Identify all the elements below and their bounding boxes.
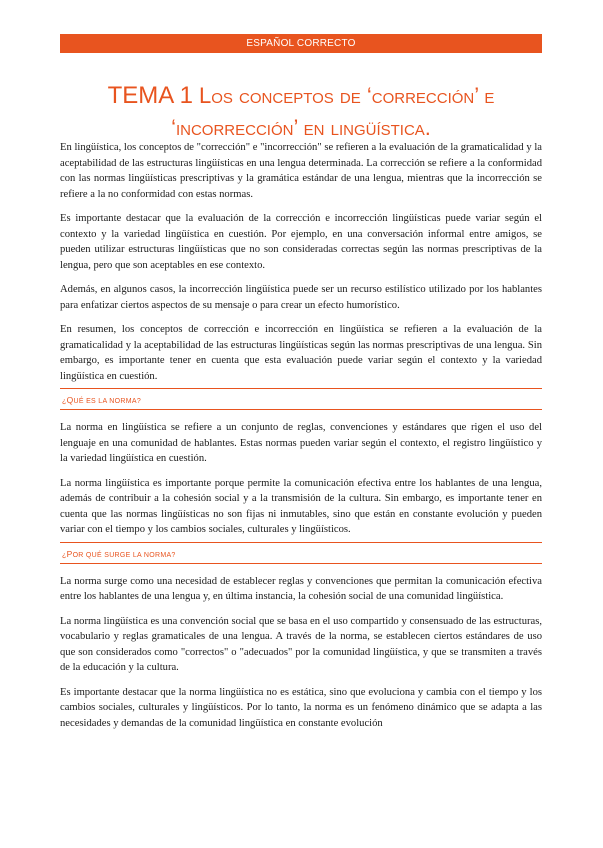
document-body <box>60 140 542 740</box>
intro-paragraph-4: En resumen, los conceptos de corrección e incorrección en lingüística se refieren a la evaluación de la gramaticalidad y la aceptabilidad de las estructuras lingüísticas según las normas prescriptivas de una lengua. Sin embargo, es importante tener en cuenta que esta evaluación puede variar según el contexto y la variedad lingüística en cuestión. <box>60 324 542 382</box>
section2-paragraph-3: Es importante destacar que la norma lingüística no es estática, sino que evoluciona y cambia con el tiempo y los cambios sociales, culturales y lingüísticos. Por lo tanto, la norma es un fenómeno dinámico que se adapta a las necesidades y demandas de la comunidad lingüística en constante evolución <box>60 686 542 729</box>
title-line2: ‘incorrección’ en lingüística. <box>171 115 431 140</box>
section2-paragraph-1: La norma surge como una necesidad de establecer reglas y convenciones que permitan la comunicación efectiva entre los hablantes de una lengua y, en última instancia, la cohesión social de una comunidad lingüística. <box>60 575 542 602</box>
title-line1: Los conceptos de ‘corrección’ e <box>192 83 495 108</box>
section2-paragraph-2: La norma lingüística es una convención social que se basa en el uso compartido y consensuado de las estructuras, vocabulario y reglas gramaticales de una lengua. A través de la norma, se establecen ciertos estándares de uso que son considerados como "correctos" o "adecuados" por la comunidad lingüística, y que se transmiten a través de la educación y la cultura. <box>60 615 542 673</box>
header-label: ESPAÑOL CORRECTO <box>246 38 356 49</box>
header-bar <box>60 34 542 53</box>
page-title <box>60 78 542 142</box>
intro-paragraph-3: Además, en algunos casos, la incorrección lingüística puede ser un recurso estilístico utilizado por los hablantes para enfatizar ciertos aspectos de su mensaje o para crear un efecto humorístico. <box>60 284 542 311</box>
intro-paragraph-2: Es importante destacar que la evaluación de la corrección e incorrección lingüísticas puede variar según el contexto y la variedad lingüística en cuestión. Por ejemplo, en una conversación informal entre amigos, se pueden utilizar estructuras lingüísticas que no son consideradas correctas según las normas prescriptivas de la lengua, pero que son aceptables en ese contexto. <box>60 213 542 271</box>
divider <box>60 542 542 543</box>
section-heading-que-es-la-norma: ¿QUÉ ES LA NORMA? <box>60 395 542 410</box>
section1-paragraph-2: La norma lingüística es importante porque permite la comunicación efectiva entre los hablantes de una lengua, además de contribuir a la cohesión social y a la transmisión de la cultura. Sin embargo, es importante tener en cuenta que las normas lingüísticas no son fijas ni inmutables, sino que están en constante evolución y pueden variar con el tiempo y los cambios sociales, culturales y lingüísticos. <box>60 477 542 535</box>
section-heading-por-que-surge-la-norma: ¿POR QUÉ SURGE LA NORMA? <box>60 549 542 564</box>
title-prefix: TEMA 1 <box>107 82 193 109</box>
section1-paragraph-1: La norma en lingüística se refiere a un conjunto de reglas, convenciones y estándares que rigen el uso del lenguaje en una comunidad de hablantes. Estas normas pueden variar según el contexto, el registro lingüístico y la variedad lingüística en cuestión. <box>60 422 542 464</box>
divider <box>60 388 542 389</box>
intro-paragraph-1: En lingüística, los conceptos de "corrección" e "incorrección" se refieren a la evaluación de la gramaticalidad y la aceptabilidad de las estructuras lingüísticas en una lengua determinada. La corrección se refiere a la conformidad con las normas lingüísticas prescriptivas y la gramática estándar de una lengua, mientras que la incorrección se refiere a la no conformidad con estas normas. <box>60 142 542 200</box>
